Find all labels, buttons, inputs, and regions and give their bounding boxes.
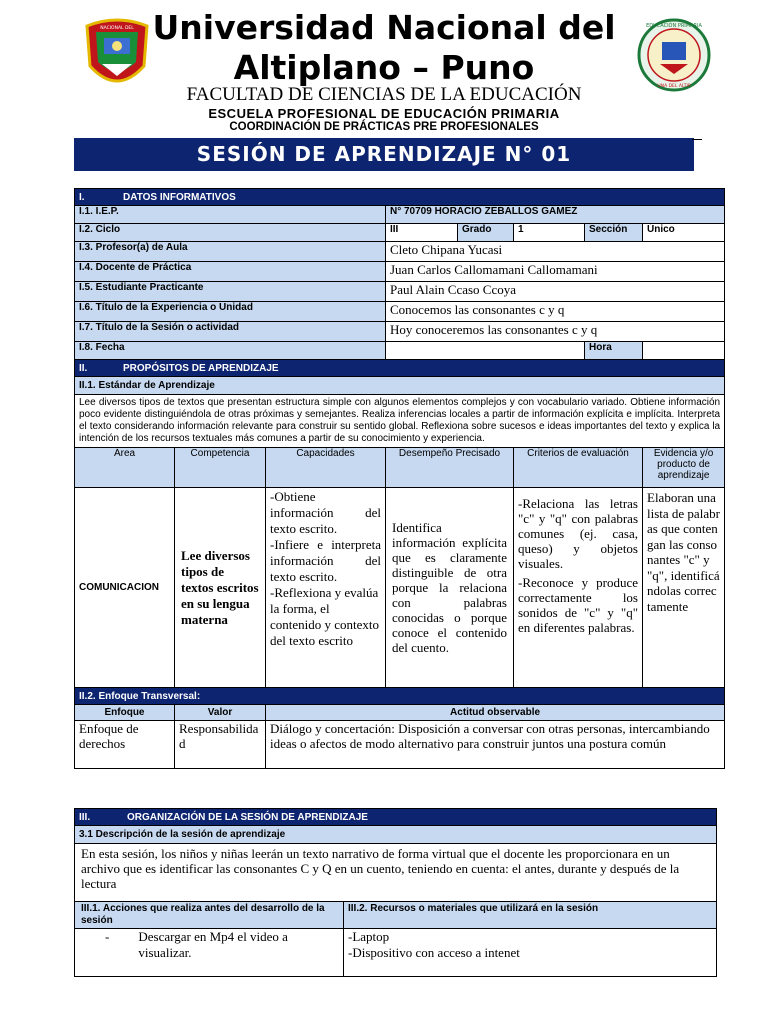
- row-estandar-text: [75, 395, 725, 448]
- row-estudiante: [75, 282, 725, 302]
- svg-text:EDUCACIÓN PRIMARIA: EDUCACIÓN PRIMARIA: [646, 23, 702, 29]
- section-number: II.: [79, 362, 88, 374]
- datos-propositos-table: [74, 188, 725, 769]
- col-desempeno: Desempeño Precisado: [386, 448, 514, 488]
- section-propositos-header: [75, 360, 725, 377]
- row-descripcion-text: [75, 844, 717, 902]
- list-item: [79, 929, 339, 961]
- row-sesion: [75, 322, 725, 342]
- section-number: III.: [79, 811, 91, 823]
- competencia-value: Lee diversos tipos de textos escritos en su lengua materna: [175, 488, 266, 688]
- profesor-value: Cleto Chipana Yucasi: [386, 242, 725, 262]
- desempeno-value: Identifica información explícita que es claramente distinguible de otra porque la relaciona con palabras conocidas o porque conoce el contenido del cuento.: [386, 488, 514, 688]
- capacidad-item: -Obtiene información del texto escrito.: [270, 489, 381, 536]
- recursos-label: III.2. Recursos o materiales que utilizará en la sesión: [344, 902, 717, 929]
- section-datos-header: [75, 189, 725, 206]
- profesor-label: I.3. Profesor(a) de Aula: [75, 242, 386, 262]
- sesion-value: Hoy conoceremos las consonantes c y q: [386, 322, 725, 342]
- section-organizacion-header: [75, 809, 717, 826]
- section-title: DATOS INFORMATIVOS: [123, 191, 236, 203]
- section-title: ORGANIZACIÓN DE LA SESIÓN DE APRENDIZAJE: [127, 811, 368, 823]
- fecha-value: [386, 342, 585, 360]
- row-estandar-label: [75, 377, 725, 395]
- estandar-text: Lee diversos tipos de textos que presentan estructura simple con algunos elementos complejos y con vocabulario variado. Obtiene información poco evidente distinguiéndola de otras próximas y semejantes. Realiza inferencias locales a partir de información explícita e implícita. Interpreta el texto considerando información relevante para construir su sentido global. Reflexiona sobre sucesos e ideas importantes del texto y explica la intención de los recursos textuales más comunes a partir de su conocimiento y experiencia.: [75, 395, 725, 448]
- bullet: -: [105, 929, 110, 944]
- estandar-label: II.1. Estándar de Aprendizaje: [75, 377, 725, 395]
- hora-label: Hora: [585, 342, 643, 360]
- row-docente: [75, 262, 725, 282]
- row-column-headers: [75, 448, 725, 488]
- col-actitud: Actitud observable: [266, 705, 725, 721]
- col-area: Área: [75, 448, 175, 488]
- acciones-label: III.1. Acciones que realiza antes del desarrollo de la sesión: [75, 902, 344, 929]
- enfoque-value: Enfoque de derechos: [75, 721, 175, 769]
- capacidad-item: -Infiere e interpreta información del texto escrito.: [270, 537, 381, 584]
- col-evidencia: Evidencia y/o producto de aprendizaje: [643, 448, 725, 488]
- recursos-value: [344, 929, 717, 977]
- seccion-label: Sección: [585, 224, 643, 242]
- seccion-value: Único: [643, 224, 725, 242]
- experiencia-value: Conocemos las consonantes c y q: [386, 302, 725, 322]
- row-comunicacion: [75, 488, 725, 688]
- enfoque-header: [75, 688, 725, 705]
- row-experiencia: [75, 302, 725, 322]
- iep-value: N° 70709 HORACIO ZEBALLOS GAMEZ: [386, 206, 725, 224]
- row-iep: [75, 206, 725, 224]
- grado-value: 1: [514, 224, 585, 242]
- divider: [692, 139, 702, 140]
- school-name: ESCUELA PROFESIONAL DE EDUCACIÓN PRIMARIA: [208, 106, 560, 121]
- iep-label: I.1. I.E.P.: [75, 206, 386, 224]
- col-competencia: Competencia: [175, 448, 266, 488]
- evidencia-value: Elaboran una lista de palabras que contengan las consonantes "c" y "q", identificándolas correctamente: [643, 488, 725, 688]
- col-criterios: Criterios de evaluación: [514, 448, 643, 488]
- estudiante-label: I.5. Estudiante Practicante: [75, 282, 386, 302]
- coordination-name: COORDINACIÓN DE PRÁCTICAS PRE PROFESIONALES: [229, 121, 539, 133]
- col-enfoque: Enfoque: [75, 705, 175, 721]
- row-acciones: [75, 929, 717, 977]
- grado-label: Grado: [458, 224, 514, 242]
- row-enfoque-headers: [75, 705, 725, 721]
- section-title: PROPÓSITOS DE APRENDIZAJE: [123, 362, 279, 374]
- docente-value: Juan Carlos Callomamani Callomamani: [386, 262, 725, 282]
- row-ciclo: [75, 224, 725, 242]
- actitud-value: Diálogo y concertación: Disposición a conversar con otras personas, intercambiando ideas o afectos de modo alternativo para construir juntos una postura común: [266, 721, 725, 769]
- descripcion-text: En esta sesión, los niños y niñas leerán un texto narrativo de forma virtual que el docente les proporcionara en un archivo que es identificar las consonantes C y Q en un cuento, teniendo en cuenta: el antes, durante y después de la lectura: [75, 844, 717, 902]
- university-title-line1: Universidad Nacional del: [152, 8, 616, 47]
- ciclo-label: I.2. Ciclo: [75, 224, 386, 242]
- capacidades-value: [266, 488, 386, 688]
- fecha-label: I.8. Fecha: [75, 342, 386, 360]
- row-descripcion-label: [75, 826, 717, 844]
- criterios-value: [514, 488, 643, 688]
- recurso-item: -Laptop: [348, 929, 390, 944]
- ciclo-value: III: [386, 224, 458, 242]
- row-fecha: [75, 342, 725, 360]
- col-capacidades: Capacidades: [266, 448, 386, 488]
- docente-label: I.4. Docente de Práctica: [75, 262, 386, 282]
- descripcion-label: 3.1 Descripción de la sesión de aprendizaje: [75, 826, 717, 844]
- svg-text:NACIONAL DEL: NACIONAL DEL: [100, 26, 134, 31]
- experiencia-label: I.6. Título de la Experiencia o Unidad: [75, 302, 386, 322]
- valor-value: Responsabilidad: [175, 721, 266, 769]
- hora-value: [643, 342, 725, 360]
- row-enfoque: [75, 721, 725, 769]
- criterio-item: -Reconoce y produce correctamente los sonidos de "c" y "q" en diferentes palabras.: [518, 575, 638, 635]
- acciones-value: [75, 929, 344, 977]
- section-number: I.: [79, 191, 85, 203]
- capacidad-item: -Reflexiona y evalúa la forma, el contenido y contexto del texto escrito: [270, 585, 380, 648]
- estudiante-value: Paul Alain Ccaso Ccoya: [386, 282, 725, 302]
- university-title-line2: Altiplano – Puno: [233, 48, 535, 87]
- university-title: [0, 8, 768, 88]
- organizacion-table: [74, 808, 717, 977]
- criterio-item: -Relaciona las letras "c" y "q" con palabras comunes (ej. casa, queso) y objetos visuales.: [518, 496, 638, 571]
- area-value: COMUNICACION: [75, 488, 175, 688]
- faculty-name: FACULTAD DE CIENCIAS DE LA EDUCACIÓN: [186, 84, 582, 105]
- col-valor: Valor: [175, 705, 266, 721]
- svg-text:UNA DEL ALTIP: UNA DEL ALTIP: [657, 84, 691, 89]
- enfoque-label: II.2. Enfoque Transversal:: [75, 688, 725, 705]
- row-profesor: [75, 242, 725, 262]
- recurso-item: -Dispositivo con acceso a intenet: [348, 945, 520, 960]
- session-title-banner: SESIÓN DE APRENDIZAJE N° 01: [74, 138, 694, 171]
- sesion-label: I.7. Título de la Sesión o actividad: [75, 322, 386, 342]
- accion-item: Descargar en Mp4 el video a visualizar.: [138, 929, 288, 960]
- row-acciones-headers: [75, 902, 717, 929]
